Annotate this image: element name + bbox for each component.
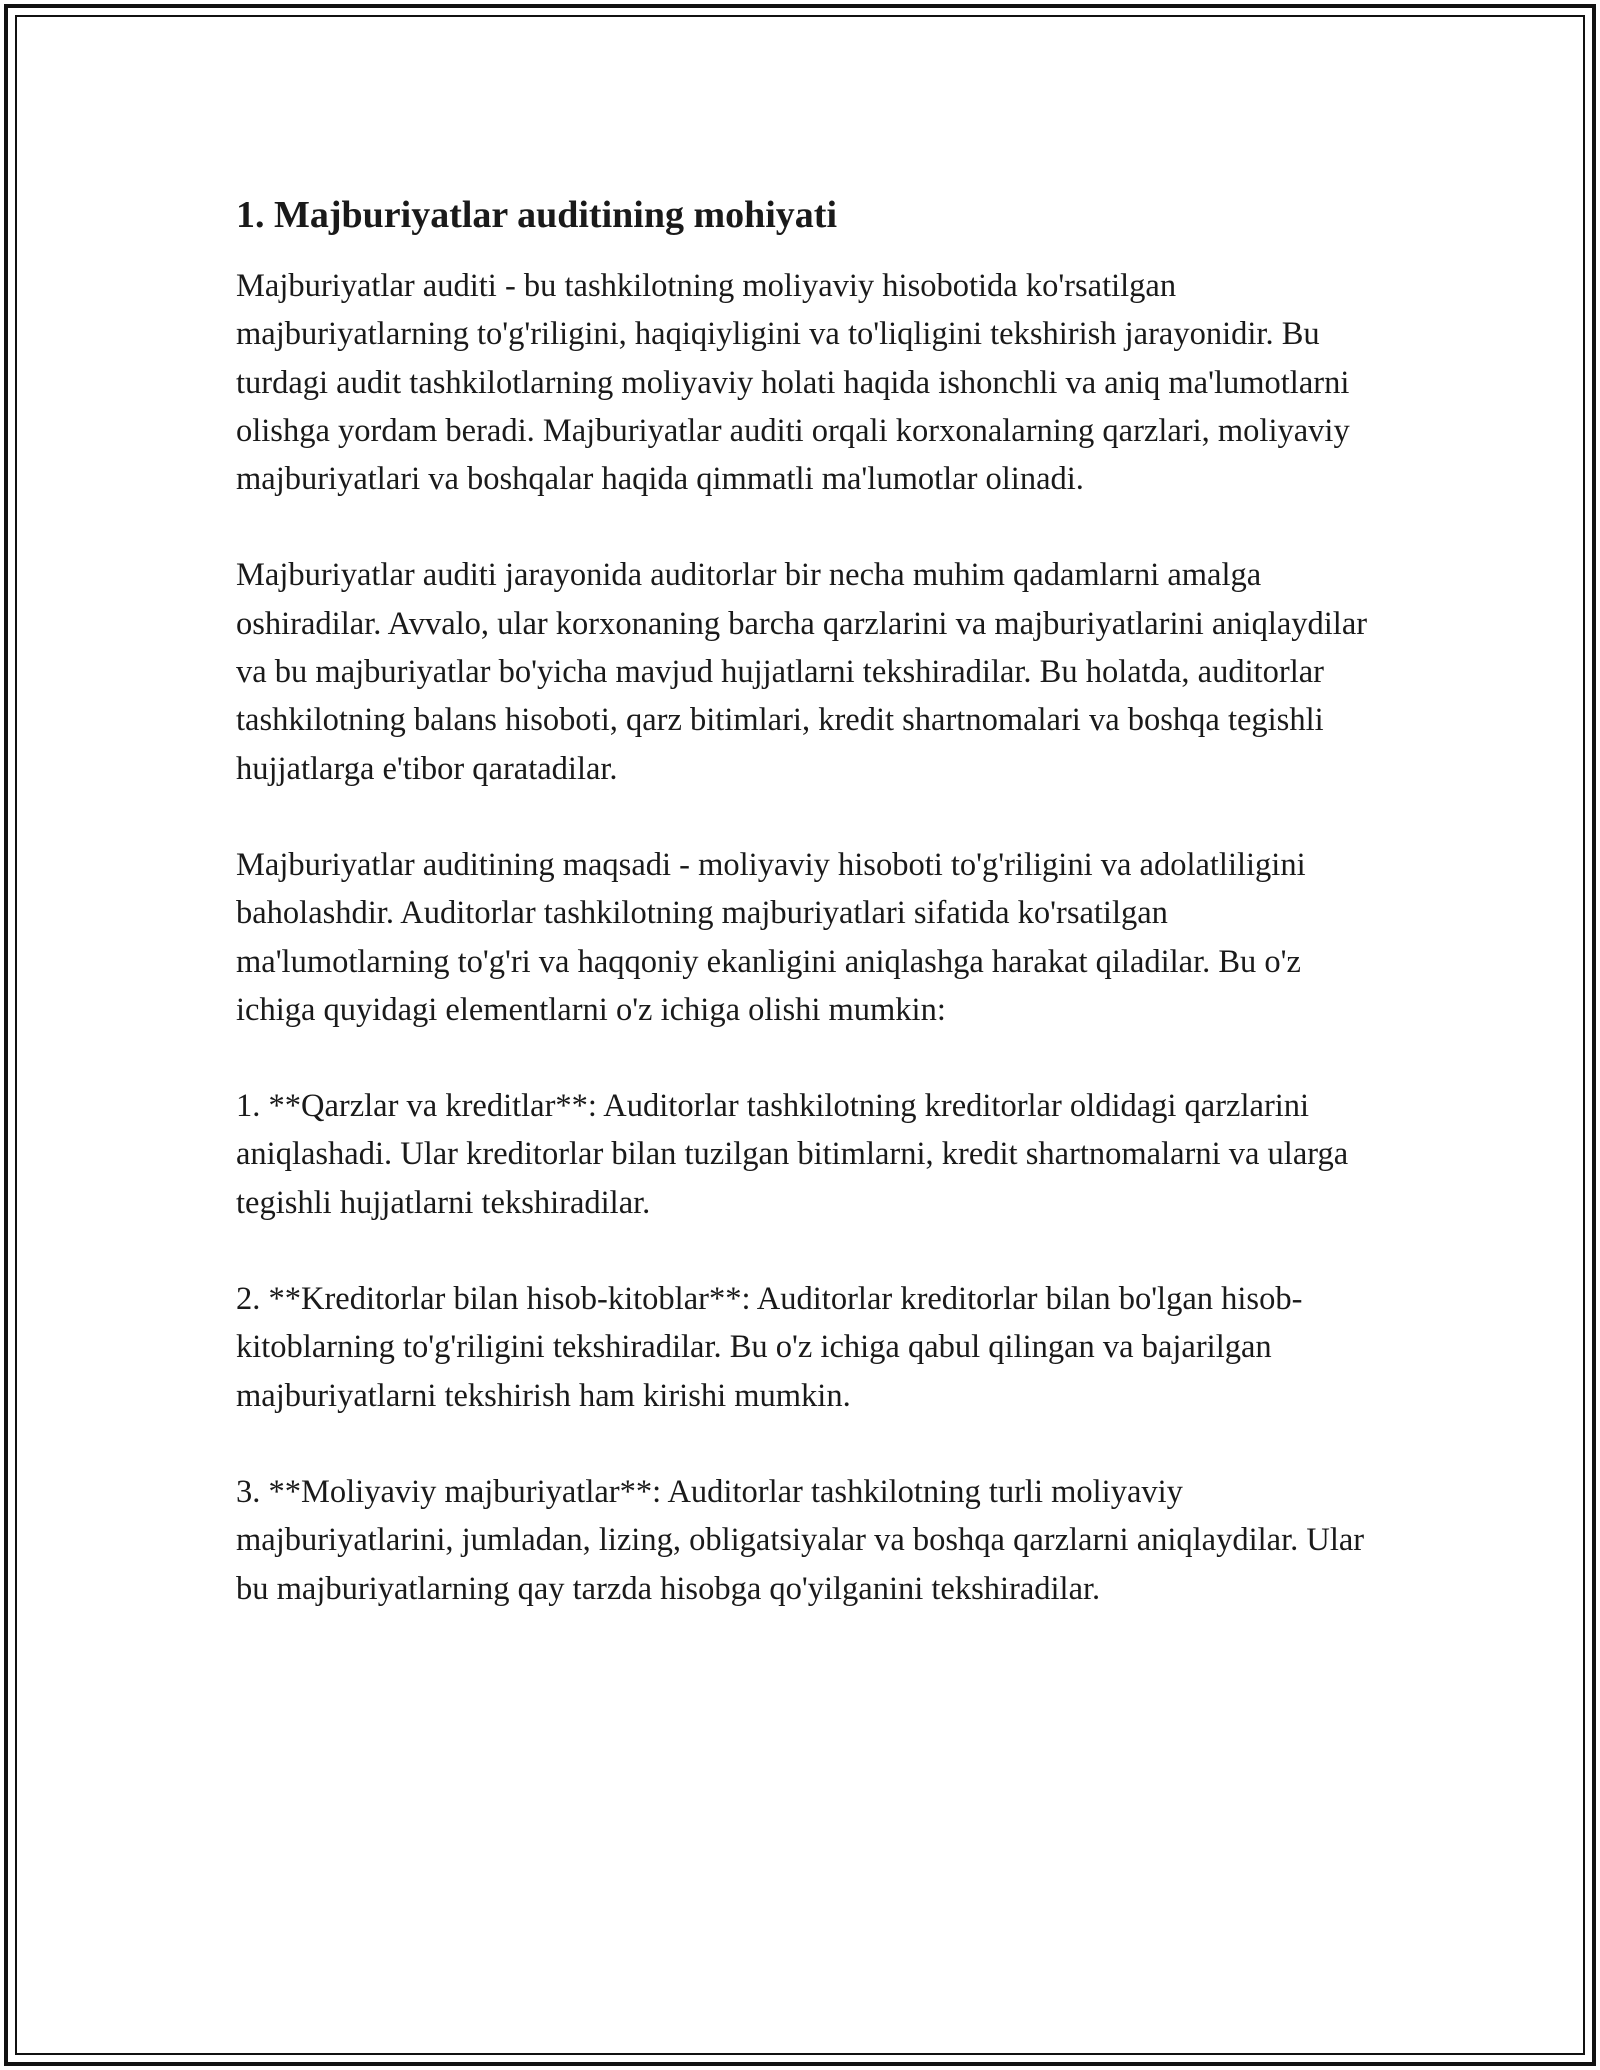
paragraph-purpose: Majburiyatlar auditining maqsadi - moliyaviy hisoboti to'g'riligini va adolatliligini baholashdir. Auditorlar tashkilotning majburiyatlari sifatida ko'rsatilgan ma'lumotlarning to'g'ri va haqqoniy ekanligini aniqlashga harakat qiladilar. Bu o'z ichiga quyidagi elementlarni o'z ichiga olishi mumkin: <box>236 846 1306 1028</box>
list-item-financial-obligations: 3. **Moliyaviy majburiyatlar**: Auditorlar tashkilotning turli moliyaviy majburiyatlarini, jumladan, lizing, obligatsiyalar va boshqa qarzlarni aniqlaydilar. Ular bu majburiyatlarning qay tarzda hisobga qo'yilganini tekshiradilar. <box>236 1473 1365 1607</box>
paragraph-intro: Majburiyatlar auditi - bu tashkilotning moliyaviy hisobotida ko'rsatilgan majburiyatlarning to'g'riligini, haqiqiyligini va to'liqligini tekshirish jarayonidir. Bu turdagi audit tashkilotlarning moliyaviy holati haqida ishonchli va aniq ma'lumotlarni olishga yordam beradi. Majburiyatlar auditi orqali korxonalarning qarzlari, moliyaviy majburiyatlari va boshqalar haqida qimmatli ma'lumotlar olinadi. <box>236 268 1350 498</box>
document-body <box>236 190 1376 1661</box>
section-heading: 1. Majburiyatlar auditining mohiyati <box>236 194 838 236</box>
list-item-settlements: 2. **Kreditorlar bilan hisob-kitoblar**: Auditorlar kreditorlar bilan bo'lgan hisob-kitoblarning to'g'riligini tekshiradilar. Bu o'z ichiga qabul qilingan va bajarilgan majburiyatlarni tekshirish ham kirishi mumkin. <box>236 1281 1303 1414</box>
list-item-loans: 1. **Qarzlar va kreditlar**: Auditorlar tashkilotning kreditorlar oldidagi qarzlarini aniqlashadi. Ular kreditorlar bilan tuzilgan bitimlarni, kredit shartnomalarni va ularga tegishli hujjatlarni tekshiradilar. <box>236 1088 1349 1221</box>
paragraph-process: Majburiyatlar auditi jarayonida auditorlar bir necha muhim qadamlarni amalga oshiradilar. Avvalo, ular korxonaning barcha qarzlarini va majburiyatlarini aniqlaydilar va bu majburiyatlar bo'yicha mavjud hujjatlarni tekshiradilar. Bu holatda, auditorlar tashkilotning balans hisoboti, qarz bitimlari, kredit shartnomalari va boshqa tegishli hujjatlarga e'tibor qaratadilar. <box>236 557 1368 787</box>
